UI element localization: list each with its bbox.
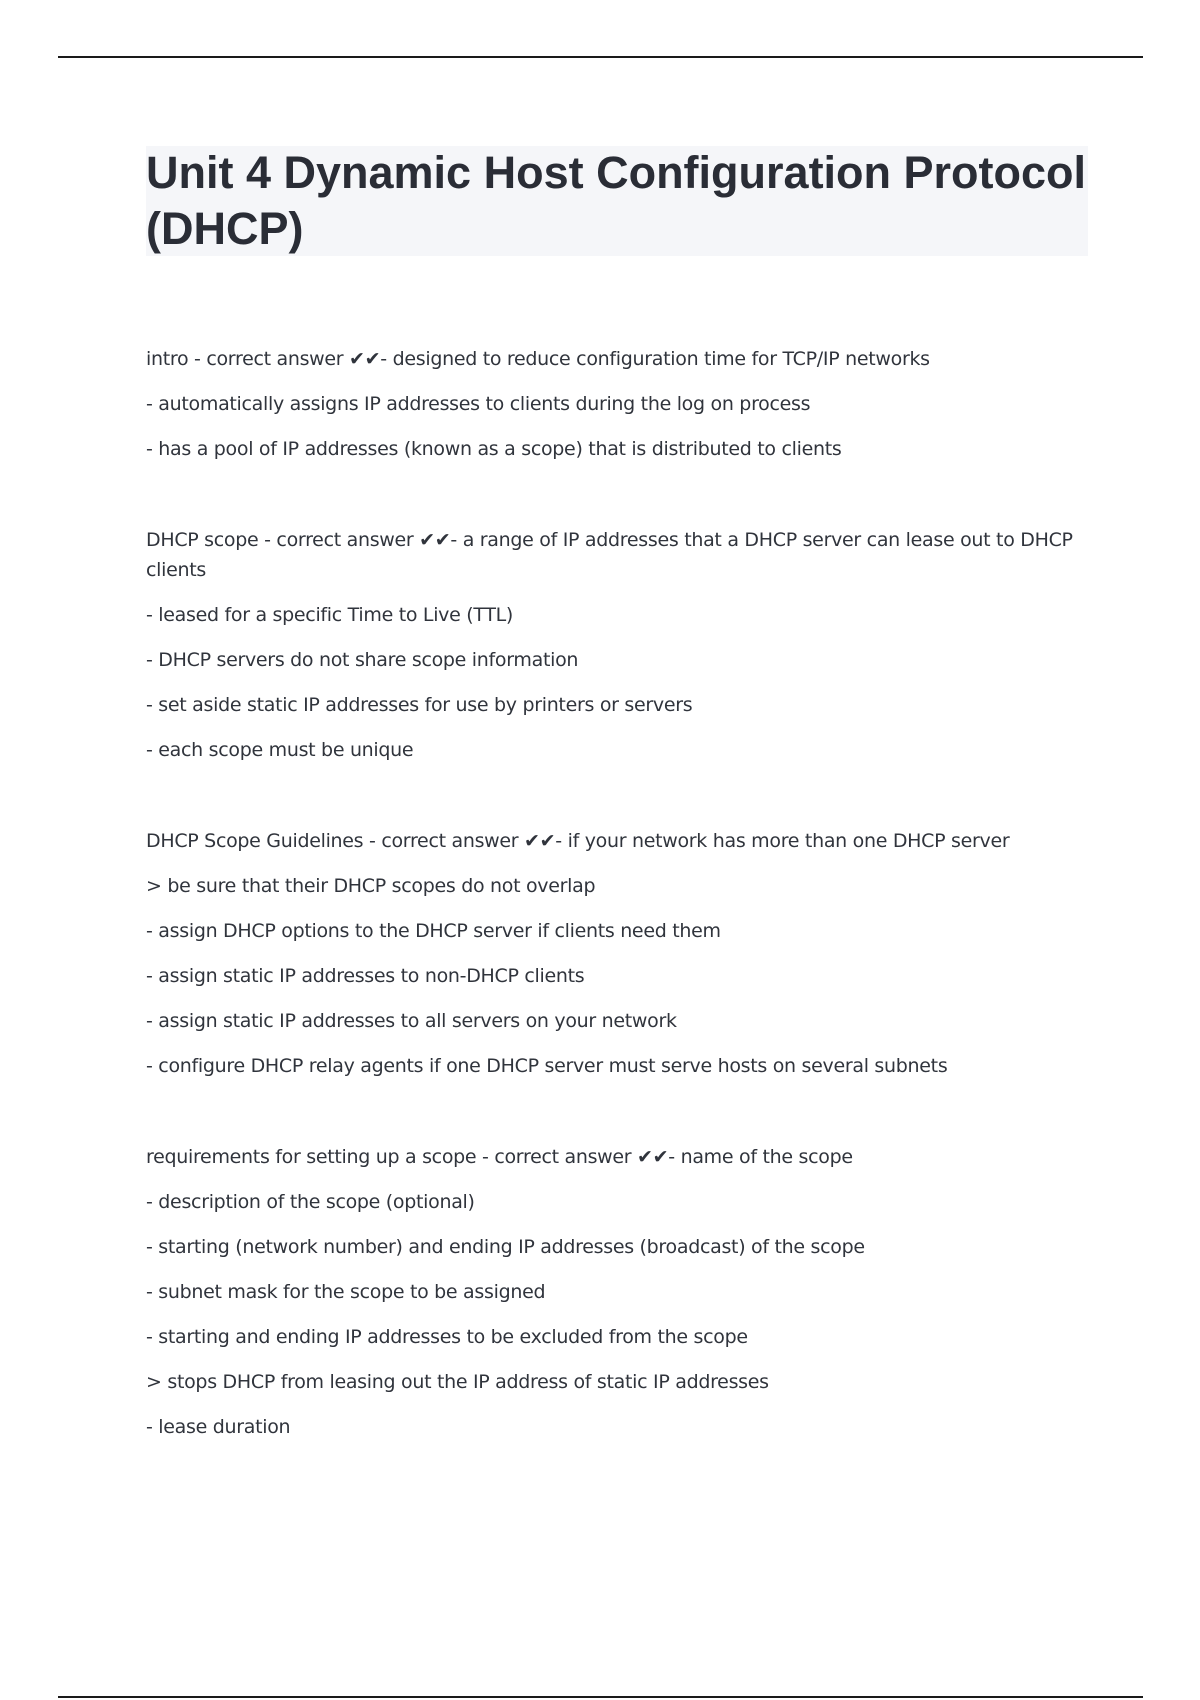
bottom-rule [58, 1696, 1143, 1698]
answer-line: - each scope must be unique [146, 739, 414, 761]
qa-section-intro [146, 344, 1076, 464]
question-line: requirements for setting up a scope - correct answer ✔✔- name of the scope [146, 1146, 853, 1168]
section-spacer [146, 479, 1076, 525]
answer-line: - starting (network number) and ending IP addresses (broadcast) of the scope [146, 1236, 865, 1258]
answer-line: - assign static IP addresses to non-DHCP clients [146, 965, 585, 987]
qa-section-scope-requirements [146, 1142, 1076, 1442]
answer-line: - DHCP servers do not share scope information [146, 649, 579, 671]
answer-line: - assign static IP addresses to all servers on your network [146, 1010, 677, 1032]
answer-line: - starting and ending IP addresses to be excluded from the scope [146, 1326, 748, 1348]
answer-line: - description of the scope (optional) [146, 1191, 475, 1213]
document-body [146, 344, 1076, 1457]
answer-line: - assign DHCP options to the DHCP server if clients need them [146, 920, 721, 942]
section-spacer [146, 780, 1076, 826]
section-spacer [146, 1096, 1076, 1142]
answer-line: - configure DHCP relay agents if one DHCP server must serve hosts on several subnets [146, 1055, 948, 1077]
answer-line: - set aside static IP addresses for use by printers or servers [146, 694, 693, 716]
title-block [146, 146, 1088, 256]
top-rule [58, 56, 1143, 58]
answer-line: - subnet mask for the scope to be assigned [146, 1281, 546, 1303]
answer-line: - leased for a specific Time to Live (TTL) [146, 604, 514, 626]
answer-line: > be sure that their DHCP scopes do not overlap [146, 875, 596, 897]
answer-line: > stops DHCP from leasing out the IP address of static IP addresses [146, 1371, 769, 1393]
question-line: DHCP scope - correct answer ✔✔- a range of IP addresses that a DHCP server can lease out to DHCP clients [146, 529, 1073, 581]
question-line: intro - correct answer ✔✔- designed to reduce configuration time for TCP/IP networks [146, 348, 930, 370]
document-title: Unit 4 Dynamic Host Configuration Protocol (DHCP) [146, 147, 1087, 254]
answer-line: - automatically assigns IP addresses to clients during the log on process [146, 393, 811, 415]
question-line: DHCP Scope Guidelines - correct answer ✔✔- if your network has more than one DHCP server [146, 830, 1010, 852]
qa-section-scope-guidelines [146, 826, 1076, 1081]
qa-section-dhcp-scope [146, 525, 1076, 765]
answer-line: - has a pool of IP addresses (known as a scope) that is distributed to clients [146, 438, 842, 460]
answer-line: - lease duration [146, 1416, 291, 1438]
